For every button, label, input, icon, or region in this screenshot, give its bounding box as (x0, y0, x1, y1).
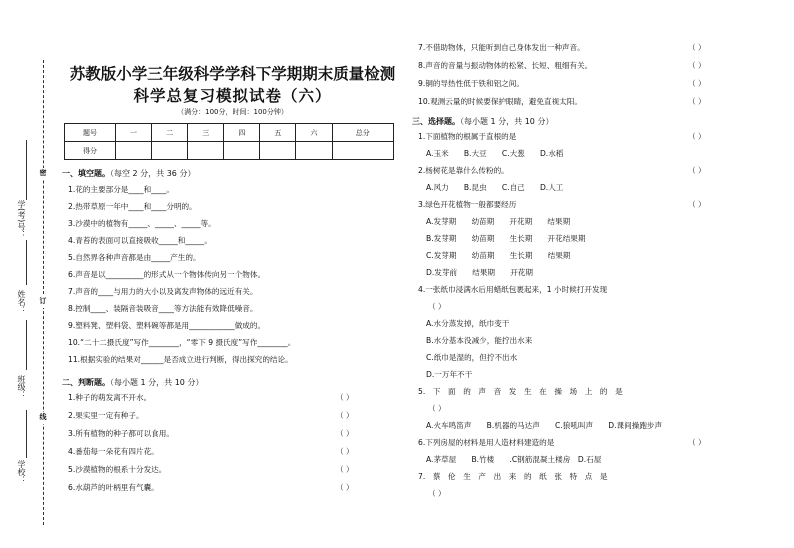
class-blank[interactable] (26, 320, 27, 370)
fill-question-5: 5.自然界各种声音都是由_____产生的。 (68, 253, 201, 262)
score-table-header-row (65, 124, 394, 142)
score-cell[interactable] (188, 142, 224, 160)
fill-question-4: 4.青苔的表面可以直接吸收_____和_____。 (68, 236, 212, 245)
section-true-false-title (62, 377, 203, 388)
seal-char-3: 线 (37, 412, 49, 424)
answer-paren[interactable]: （ ） (688, 438, 706, 447)
fill-question-10: 10.“二十二摄氏度”写作________，“零下 9 摄氏度”写作________。 (68, 338, 296, 347)
fill-question-3: 3.沙漠中的植物有_____、_____、_____等。 (68, 219, 216, 228)
score-header-cell: 总分 (332, 124, 393, 142)
score-header-cell: 四 (224, 124, 260, 142)
answer-paren[interactable]: （ ） (336, 447, 354, 456)
seal-char-2: 订 (37, 296, 49, 308)
school-blank[interactable] (26, 410, 27, 458)
section-1-title: 一、填空题。 (62, 169, 110, 178)
choice-question-4: 4.一张纸巾浸满水后用蜡纸包裹起来，1 小时候打开发现 (418, 285, 608, 294)
choice-question-7: 7. 蔡 伦 生 产 出 来 的 纸 张 特 点 是 (418, 472, 608, 481)
answer-paren[interactable]: （ ） (336, 465, 354, 474)
score-cell[interactable] (332, 142, 393, 160)
choice-question-6: 6.下列房屋的材料是用人造材料建造的是 (418, 438, 555, 447)
answer-paren[interactable]: （ ） (336, 483, 354, 492)
choice-option-4d: D.一万年不干 (426, 370, 473, 379)
choice-options-2: A.风力 B.昆虫 C.自己 D.人工 (426, 183, 564, 192)
section-choice-title (412, 116, 553, 127)
judge-question-1: 1.种子的萌发离不开水。 (68, 393, 152, 402)
answer-paren[interactable]: （ ） (336, 393, 354, 402)
class-label: 班级： (17, 375, 26, 399)
answer-paren[interactable]: （ ） (688, 61, 706, 70)
choice-options-5: A.火车鸣笛声 B.机器的马达声 C.狼吼叫声 D.课间操跑步声 (426, 421, 663, 430)
judge-question-4: 4.番茄每一朵花有四片花。 (68, 447, 159, 456)
answer-paren[interactable]: （ ） (428, 404, 446, 413)
score-cell[interactable] (116, 142, 152, 160)
choice-question-3: 3.绿色开花植物一般都要经历 (418, 200, 517, 209)
judge-question-5: 5.沙漠植物的根系十分发达。 (68, 465, 167, 474)
score-cell[interactable] (152, 142, 188, 160)
answer-paren[interactable]: （ ） (428, 302, 446, 311)
fill-question-8: 8.控制____、装隔音装吸音____等方法能有效降低噪音。 (68, 304, 258, 313)
score-header-cell: 五 (260, 124, 296, 142)
school-label: 学校： (17, 460, 26, 484)
section-fill-blank-title (62, 168, 195, 179)
seal-char-1: 密 (37, 168, 49, 180)
choice-option-3d: D.发芽前 结果期 开花期 (426, 268, 533, 277)
page-subtitle: 科学总复习模拟试卷（六） (133, 87, 332, 105)
answer-paren[interactable]: （ ） (688, 79, 706, 88)
answer-paren[interactable]: （ ） (336, 429, 354, 438)
binding-dashed-line (43, 60, 44, 525)
score-header-cell: 题号 (65, 124, 116, 142)
section-2-note: （每小题 1 分，共 10 分） (110, 378, 204, 387)
answer-paren[interactable]: （ ） (688, 132, 706, 141)
score-cell[interactable] (260, 142, 296, 160)
answer-paren[interactable]: （ ） (688, 97, 706, 106)
choice-options-1: A.玉米 B.大豆 C.大葱 D.水稻 (426, 149, 564, 158)
name-blank[interactable] (26, 240, 27, 285)
judge-question-3: 3.所有植物的种子都可以食用。 (68, 429, 174, 438)
choice-options-6: A.茅草屋 B.竹楼 .C钢筋混凝土楼房 D.石屋 (426, 455, 602, 464)
score-header-cell: 六 (296, 124, 332, 142)
judge-question-9: 9.铜的导热性低于铁和铝之间。 (418, 79, 524, 88)
student-id-blank[interactable] (26, 140, 27, 200)
choice-question-2: 2.杨树花是靠什么传粉的。 (418, 166, 509, 175)
section-3-title: 三、选择题。 (412, 117, 460, 126)
judge-question-8: 8.声音的音量与振动物体的松紧、长短、粗细有关。 (418, 61, 593, 70)
score-header-cell: 三 (188, 124, 224, 142)
exam-info: （满分：100分，时间：100分钟） (177, 108, 288, 116)
answer-paren[interactable]: （ ） (688, 200, 706, 209)
fill-question-1: 1.花的主要部分是____和____。 (68, 185, 174, 194)
fill-question-9: 9.塑料凳、塑料袋、塑料碗等都是用____________做成的。 (68, 321, 266, 330)
section-1-note: （每空 2 分，共 36 分） (110, 169, 196, 178)
score-cell[interactable] (224, 142, 260, 160)
fill-question-7: 7.声音的____与用力的大小以及离发声物体的远近有关。 (68, 287, 258, 296)
answer-paren[interactable]: （ ） (428, 489, 446, 498)
choice-option-3b: B.发芽期 幼苗期 生长期 开花结果期 (426, 234, 586, 243)
score-header-cell: 二 (152, 124, 188, 142)
judge-question-2: 2.果实里一定有种子。 (68, 411, 144, 420)
score-row-label: 得分 (65, 142, 116, 160)
judge-question-7: 7.不借助物体，只能听到自己身体发出一种声音。 (418, 43, 585, 52)
choice-option-4b: B.水分基本没减少，能拧出水来 (426, 336, 533, 345)
choice-option-3c: C.发芽期 幼苗期 生长期 结果期 (426, 251, 571, 260)
judge-question-10: 10.观测云量的时候要保护眼睛，避免直视太阳。 (418, 97, 582, 106)
name-label: 姓名： (17, 290, 26, 314)
score-cell[interactable] (296, 142, 332, 160)
fill-question-11: 11.根据实验的结果对______是否成立进行判断，得出探究的结论。 (68, 355, 293, 364)
choice-option-4a: A.水分蒸发掉，纸巾变干 (426, 319, 510, 328)
fill-question-2: 2.热带草原一年中____和____分明的。 (68, 202, 197, 211)
choice-question-1: 1.下面植物的根属于直根的是 (418, 132, 517, 141)
choice-question-5: 5. 下 面 的 声 音 发 生 在 操 场 上 的 是 (418, 387, 623, 396)
student-id-label: 学(考)号： (17, 200, 26, 239)
section-2-title: 二、判断题。 (62, 378, 110, 387)
score-header-cell: 一 (116, 124, 152, 142)
choice-option-3a: A.发芽期 幼苗期 开花期 结果期 (426, 217, 571, 226)
score-table (64, 123, 394, 160)
choice-option-4c: C.纸巾是湿的，但拧不出水 (426, 353, 518, 362)
answer-paren[interactable]: （ ） (688, 43, 706, 52)
answer-paren[interactable]: （ ） (688, 166, 706, 175)
judge-question-6: 6.水葫芦的叶柄里有气囊。 (68, 483, 159, 492)
fill-question-6: 6.声音是以__________的形式从一个物体传向另一个物体。 (68, 270, 266, 279)
page-title: 苏教版小学三年级科学学科下学期期末质量检测 (69, 65, 396, 83)
score-table-row (65, 142, 394, 160)
answer-paren[interactable]: （ ） (336, 411, 354, 420)
section-3-note: （每小题 1 分，共 10 分） (460, 117, 554, 126)
